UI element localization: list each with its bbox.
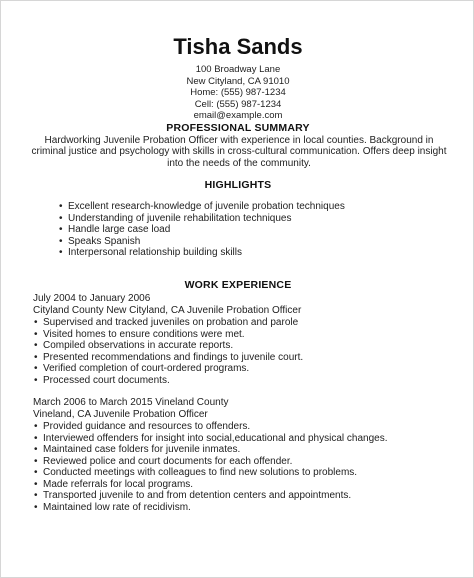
- address-line-1: 100 Broadway Lane: [195, 64, 281, 75]
- job-2-title: Vineland, CA Juvenile Probation Officer: [33, 409, 208, 420]
- job-duty-item: • Presented recommendations and findings to juvenile court.: [33, 352, 303, 364]
- cell-phone: Cell: (555) 987-1234: [194, 98, 282, 110]
- highlight-item: • Understanding of juvenile rehabilitation techniques: [58, 213, 345, 225]
- email-address: email@example.com: [193, 110, 283, 122]
- highlight-item: • Excellent research-knowledge of juvenile probation techniques: [58, 201, 345, 213]
- job-duty-item: • Interviewed offenders for insight into social,educational and physical changes.: [33, 433, 387, 445]
- job-1-dates: July 2004 to January 2006: [33, 293, 151, 304]
- contact-block: [1, 64, 474, 122]
- job-duty-item: • Provided guidance and resources to offenders.: [33, 421, 387, 433]
- job-duty-item: • Maintained case folders for juvenile inmates.: [33, 444, 387, 456]
- highlight-item: • Speaks Spanish: [58, 236, 345, 248]
- job-2-duties: [33, 421, 387, 513]
- job-1-title: Cityland County New Cityland, CA Juvenile Probation Officer: [33, 305, 302, 316]
- job-duty-item: • Verified completion of court-ordered programs.: [33, 363, 303, 375]
- highlights-list: [58, 201, 345, 259]
- job-duty-item: • Maintained low rate of recidivism.: [33, 502, 387, 514]
- job-duty-item: • Supervised and tracked juveniles on probation and parole: [33, 317, 303, 329]
- job-duty-item: • Visited homes to ensure conditions were met.: [33, 329, 303, 341]
- experience-heading: WORK EXPERIENCE: [184, 279, 292, 291]
- highlights-heading: HIGHLIGHTS: [204, 179, 272, 191]
- address-line-2: New Cityland, CA 91010: [186, 75, 290, 87]
- job-2-dates: March 2006 to March 2015 Vineland County: [33, 397, 229, 408]
- summary-text: Hardworking Juvenile Probation Officer with experience in local counties. Background in criminal justice and psychology with skills in cross-cultural communication. Offers deep insight into the needs of the community.: [31, 135, 447, 169]
- job-duty-item: • Reviewed police and court documents for each offender.: [33, 456, 387, 468]
- home-phone: Home: (555) 987-1234: [190, 87, 286, 99]
- job-duty-item: • Processed court documents.: [33, 375, 303, 387]
- job-duty-item: • Conducted meetings with colleagues to find new solutions to problems.: [33, 467, 387, 479]
- job-duty-item: • Transported juvenile to and from detention centers and appointments.: [33, 490, 387, 502]
- candidate-name: Tisha Sands: [173, 34, 303, 59]
- highlight-item: • Handle large case load: [58, 224, 345, 236]
- highlight-item: • Interpersonal relationship building skills: [58, 247, 345, 259]
- job-duty-item: • Compiled observations in accurate reports.: [33, 340, 303, 352]
- job-duty-item: • Made referrals for local programs.: [33, 479, 387, 491]
- job-1-duties: [33, 317, 303, 386]
- summary-heading: PROFESSIONAL SUMMARY: [166, 122, 310, 134]
